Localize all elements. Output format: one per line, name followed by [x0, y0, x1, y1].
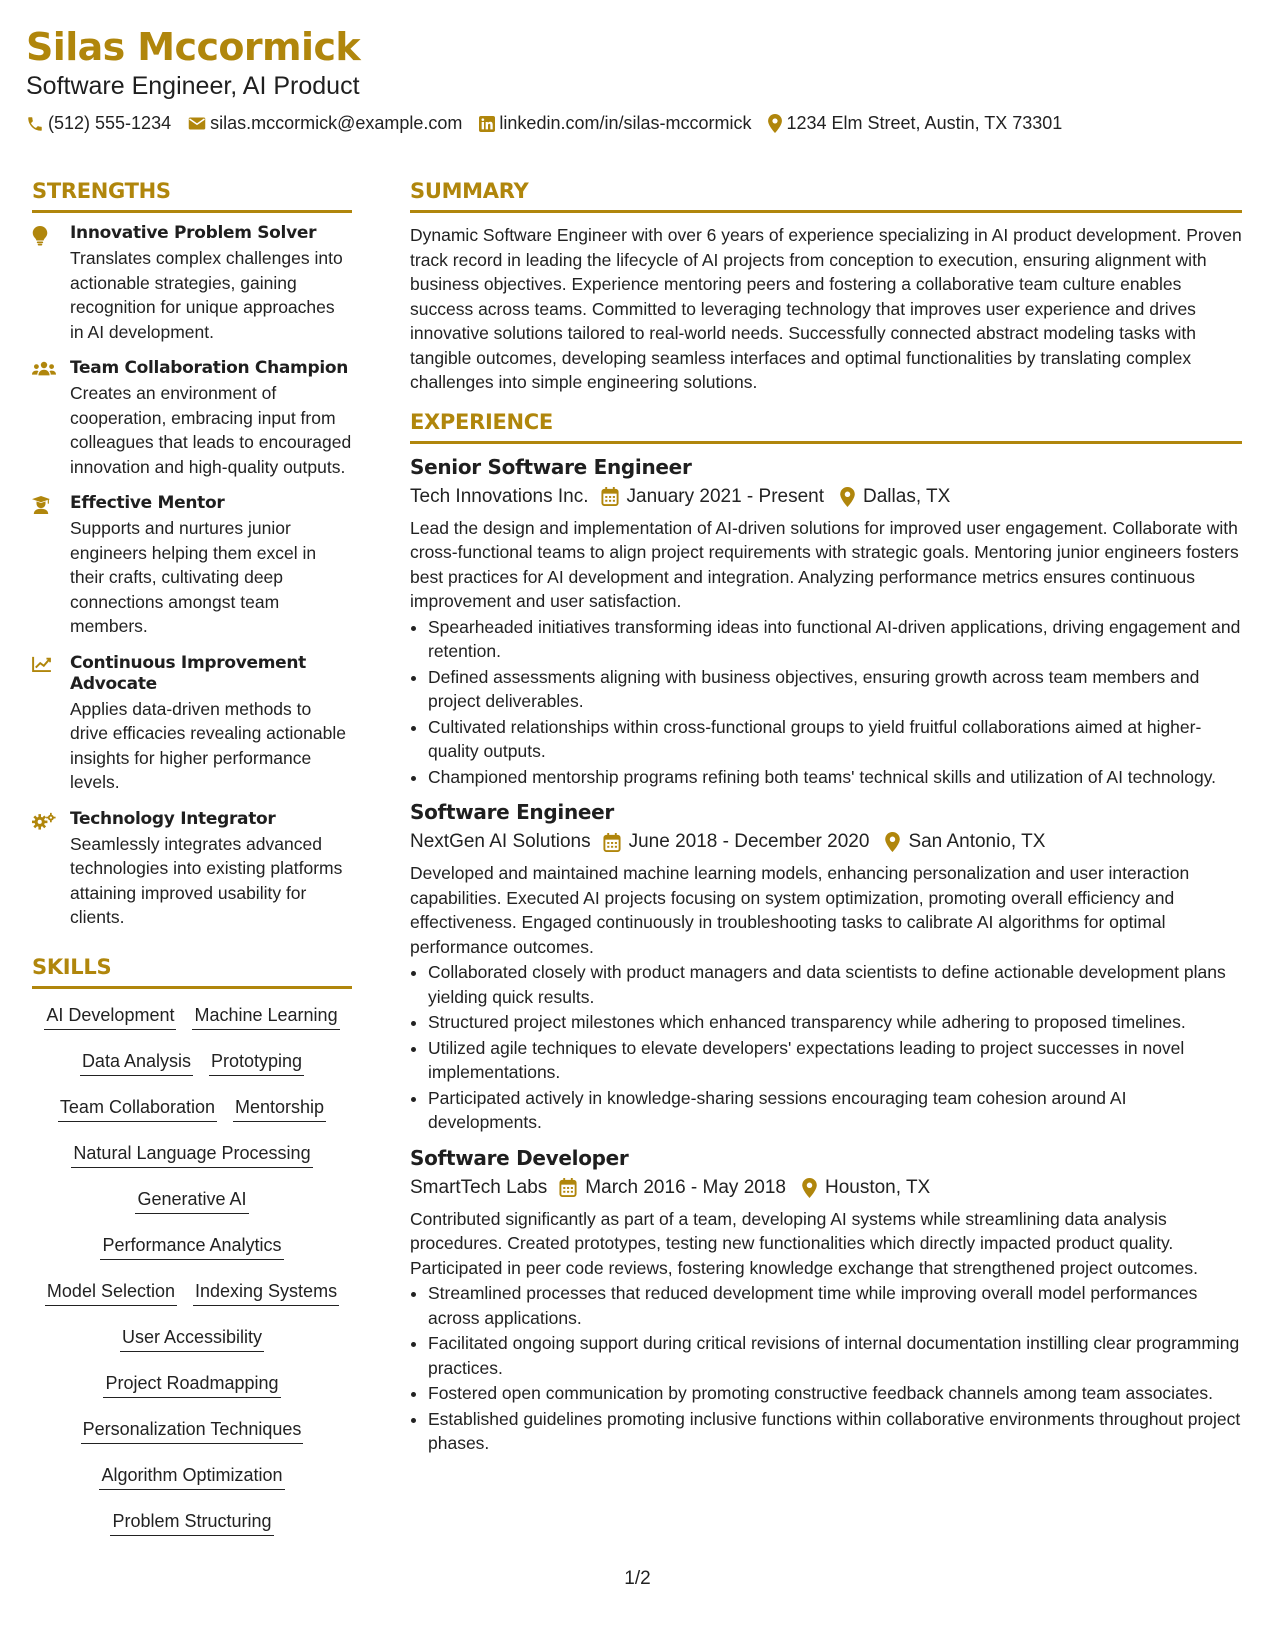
skill-tag: Algorithm Optimization	[99, 1463, 284, 1490]
contact-phone	[26, 113, 171, 134]
list-item: • Championed mentorship programs refining both teams' technical skills and utilization of AI technology.	[428, 765, 1242, 790]
job-entry	[410, 1145, 1242, 1456]
skill-tag: Prototyping	[209, 1049, 304, 1076]
left-column	[32, 178, 352, 1551]
list-item: • Fostered open communication by promoting constructive feedback channels among team associates.	[428, 1381, 1242, 1406]
job-dates: March 2016 - May 2018	[585, 1176, 786, 1198]
email-text[interactable]: silas.mccormick@example.com	[210, 113, 463, 133]
calendar-icon	[601, 487, 619, 506]
calendar-icon	[559, 1178, 577, 1197]
chart-line-icon	[32, 653, 70, 795]
skills-list	[32, 999, 352, 1551]
contact-email[interactable]	[188, 113, 462, 134]
skill-tag: Model Selection	[45, 1279, 177, 1306]
job-meta	[410, 484, 1242, 510]
skill-tag: Personalization Techniques	[81, 1417, 304, 1444]
skill-tag: Indexing Systems	[193, 1279, 339, 1306]
job-entry	[410, 799, 1242, 1135]
job-description: Developed and maintained machine learning models, enhancing personalization and user interaction capabilities. Executed AI projects focusing on system optimization, promoting overall efficiency and effectiveness. Engaged continuously in troubleshooting tasks to calibrate AI algorithms for optimal performance outcomes.	[410, 863, 1190, 957]
list-item: • Structured project milestones which enhanced transparency while adhering to proposed timelines.	[428, 1010, 1242, 1035]
list-item: • Defined assessments aligning with business objectives, ensuring growth across team members and project deliverables.	[428, 665, 1242, 714]
skill-tag: Mentorship	[233, 1095, 326, 1122]
skill-tag: Project Roadmapping	[103, 1371, 280, 1398]
job-meta	[410, 1175, 1242, 1201]
envelope-icon	[188, 116, 206, 131]
summary-text: Dynamic Software Engineer with over 6 years of experience specializing in AI product development. Proven track record in leading the lifecycle of AI projects from conception to execution, ensuring alignment with business objectives. Experience mentoring peers and fostering a collaborative team culture enables success across teams. Committed to leveraging technology that improves user experience and drives innovative solutions tailored to real-world needs. Successfully connected abstract modeling tasks with tangible outcomes, developing seamless interfaces and optimal functionalities by translating complex challenges into simple engineering solutions.	[410, 225, 1242, 392]
list-item: • Collaborated closely with product managers and data scientists to define actionable development plans yielding quick results.	[428, 960, 1242, 1009]
skills-heading: SKILLS	[32, 954, 352, 989]
job-bullets	[410, 1281, 1242, 1456]
list-item: • Cultivated relationships within cross-functional groups to yield fruitful collaborations aimed at higher-quality outputs.	[428, 715, 1242, 764]
strength-desc: Translates complex challenges into actionable strategies, gaining recognition for unique approaches in AI development.	[70, 248, 343, 342]
strength-item	[32, 653, 352, 795]
graduate-icon	[32, 493, 70, 639]
job-location: Dallas, TX	[863, 485, 951, 507]
job-entry	[410, 454, 1242, 790]
experience-heading: EXPERIENCE	[410, 409, 1242, 444]
company-name: NextGen AI Solutions	[410, 831, 591, 852]
list-item: • Facilitated ongoing support during critical revisions of internal documentation instilling clear programming practices.	[428, 1331, 1242, 1380]
strength-item	[32, 223, 352, 344]
list-item: • Spearheaded initiatives transforming ideas into functional AI-driven applications, driving engagement and retention.	[428, 615, 1242, 664]
map-pin-icon	[840, 487, 855, 507]
strength-desc: Seamlessly integrates advanced technologies into existing platforms attaining improved usability for clients.	[70, 833, 343, 927]
strength-title: Innovative Problem Solver	[70, 223, 317, 243]
job-dates: June 2018 - December 2020	[628, 831, 870, 852]
strength-item	[32, 358, 352, 479]
contact-address	[768, 113, 1062, 134]
job-location: Houston, TX	[824, 1176, 931, 1198]
map-pin-icon	[768, 114, 782, 133]
calendar-icon	[603, 833, 621, 852]
job-location: San Antonio, TX	[908, 831, 1046, 852]
linkedin-text[interactable]: linkedin.com/in/silas-mccormick	[499, 113, 752, 133]
phone-text: (512) 555-1234	[48, 113, 172, 133]
contact-bar	[26, 113, 1255, 134]
job-bullets	[410, 615, 1242, 790]
resume-header	[26, 24, 1255, 134]
linkedin-icon	[479, 116, 495, 132]
strength-desc: Creates an environment of cooperation, embracing input from colleagues that leads to encouraged innovation and high-quality outputs.	[70, 383, 352, 477]
gears-icon	[32, 809, 70, 930]
skill-tag: Performance Analytics	[100, 1233, 283, 1260]
list-item: • Streamlined processes that reduced development time while improving overall model performances across applications.	[428, 1281, 1242, 1330]
users-icon	[32, 358, 70, 479]
job-title: Software Engineer	[410, 800, 614, 824]
job-meta	[410, 829, 1242, 855]
company-name: SmartTech Labs	[410, 1176, 548, 1198]
candidate-name: Silas Mccormick	[26, 25, 361, 69]
strengths-heading: STRENGTHS	[32, 178, 352, 213]
strength-item	[32, 809, 352, 930]
page-number: 1/2	[624, 1568, 651, 1589]
skill-tag: Generative AI	[135, 1187, 248, 1214]
skill-tag: User Accessibility	[120, 1325, 264, 1352]
list-item: • Utilized agile techniques to elevate developers' expectations leading to project successes in novel implementations.	[428, 1036, 1242, 1085]
job-title: Senior Software Engineer	[410, 454, 692, 479]
company-name: Tech Innovations Inc.	[410, 485, 589, 507]
strength-title: Team Collaboration Champion	[70, 358, 349, 378]
address-text: 1234 Elm Street, Austin, TX 73301	[786, 113, 1063, 133]
strength-desc: Supports and nurtures junior engineers helping them excel in their crafts, cultivating deep connections amongst team members.	[70, 518, 317, 636]
skill-tag: Data Analysis	[80, 1049, 193, 1076]
summary-heading: SUMMARY	[410, 178, 1242, 213]
job-description: Lead the design and implementation of AI-driven solutions for improved user engagement. Collaborate with cross-functional teams to align project requirements with strategic goals. Mentoring junior engineers fosters best practices for AI development and integration. Analyzing performance metrics ensures continuous improvement and user satisfaction.	[410, 517, 1239, 611]
right-column	[410, 178, 1242, 1466]
lightbulb-icon	[32, 223, 70, 344]
strength-title: Continuous Improvement Advocate	[70, 652, 306, 694]
list-item: • Established guidelines promoting inclusive functions within collaborative environments throughout project phases.	[428, 1407, 1242, 1456]
skill-tag: Problem Structuring	[110, 1509, 273, 1536]
strength-title: Effective Mentor	[70, 493, 225, 513]
headline: Software Engineer, AI Product	[26, 72, 360, 100]
map-pin-icon	[885, 832, 900, 852]
job-title: Software Developer	[410, 1145, 629, 1170]
phone-icon	[26, 115, 44, 133]
skill-tag: Natural Language Processing	[71, 1141, 312, 1168]
list-item: • Participated actively in knowledge-sharing sessions encouraging team cohesion around AI developments.	[428, 1086, 1242, 1135]
skill-tag: Team Collaboration	[58, 1095, 217, 1122]
job-dates: January 2021 - Present	[626, 485, 825, 507]
skill-tag: AI Development	[44, 1003, 176, 1030]
skill-tag: Machine Learning	[192, 1003, 339, 1030]
strength-desc: Applies data-driven methods to drive efficacies revealing actionable insights for higher performance levels.	[70, 698, 346, 792]
map-pin-icon	[802, 1178, 817, 1198]
job-bullets	[410, 960, 1242, 1135]
strength-item	[32, 493, 352, 639]
job-description: Contributed significantly as part of a team, developing AI systems while streamlining data analysis procedures. Created prototypes, testing new functionalities which directly impacted product quality. Participated in peer code reviews, fostering knowledge exchange that strengthened project outcomes.	[410, 1208, 1198, 1278]
strength-title: Technology Integrator	[70, 808, 276, 829]
contact-linkedin[interactable]	[479, 113, 751, 134]
